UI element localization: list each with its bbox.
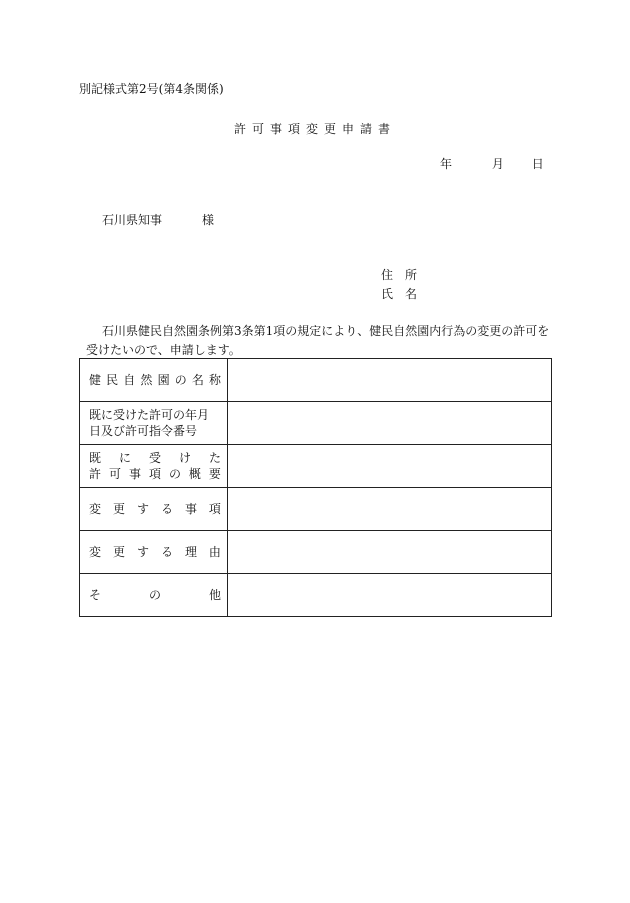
table-row (80, 574, 552, 617)
row-label-changes (80, 488, 228, 531)
row-label-permit-summary (80, 445, 228, 488)
document-title: 許可事項変更申請書 (233, 122, 396, 136)
date-year-label: 年 (440, 157, 453, 171)
row-label-permit-date (80, 402, 228, 445)
row-label-reason (80, 531, 228, 574)
date-month-label: 月 (491, 157, 504, 171)
form-number: 別記様式第2号(第4条関係) (79, 82, 224, 96)
row-value-reason[interactable] (228, 531, 552, 574)
addressee (102, 211, 214, 228)
table-row (80, 402, 552, 445)
permit-date-label-line2: 日及び許可指令番号 (89, 424, 198, 438)
date-day-label: 日 (531, 157, 544, 171)
applicant-name-label: 氏名 (381, 287, 430, 301)
park-name-label: 健 民 自 然 園 の 名 称 (89, 373, 221, 387)
row-value-permit-summary[interactable] (228, 445, 552, 488)
row-label-other (80, 574, 228, 617)
permit-date-label-line1: 既に受けた許可の年月 (89, 408, 210, 422)
table-row (80, 531, 552, 574)
row-value-changes[interactable] (228, 488, 552, 531)
addressee-honorific: 様 (202, 213, 215, 227)
addressee-name: 石川県知事 (102, 213, 163, 227)
row-value-permit-date[interactable] (228, 402, 552, 445)
row-label-park-name (80, 359, 228, 402)
application-statement: 石川県健民自然園条例第3条第1項の規定により、健民自然園内行為の変更の許可を受けたいので、申請します。 (86, 324, 550, 357)
changes-label: 変 更 す る 事 項 (89, 502, 221, 516)
permit-summary-label-line1: 既 に 受 け た (89, 451, 221, 465)
other-label: そ の 他 (89, 588, 221, 602)
reason-label: 変 更 す る 理 由 (89, 545, 221, 559)
table-row (80, 488, 552, 531)
applicant-address-label: 住所 (381, 268, 430, 282)
permit-summary-label-line2: 許 可 事 項 の 概 要 (89, 467, 221, 481)
row-value-other[interactable] (228, 574, 552, 617)
row-value-park-name[interactable] (228, 359, 552, 402)
table-row (80, 359, 552, 402)
table-row (80, 445, 552, 488)
application-table (79, 358, 552, 617)
date-line (440, 155, 544, 172)
